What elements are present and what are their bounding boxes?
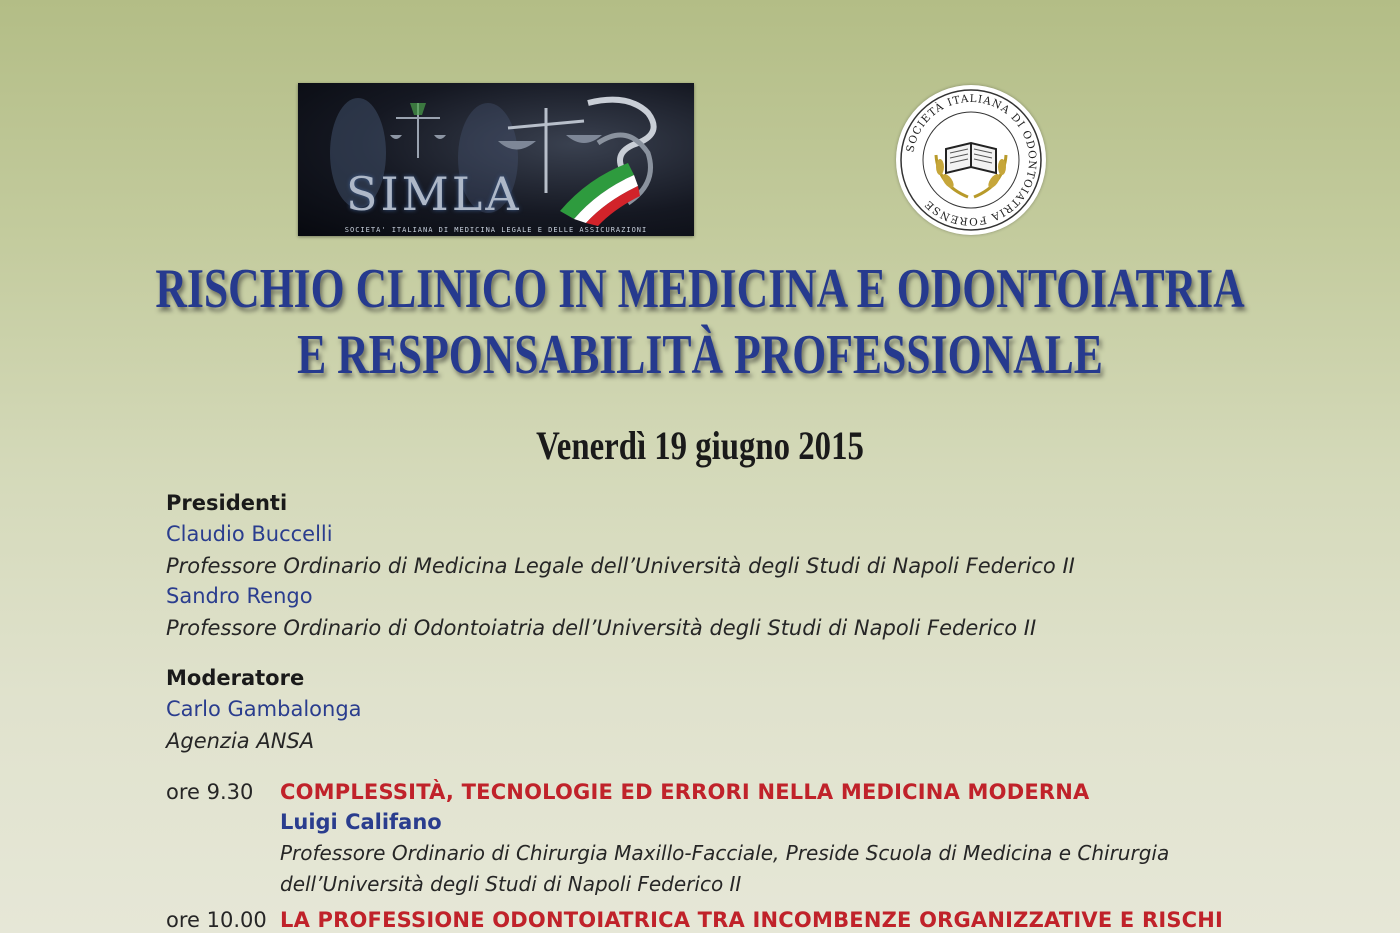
program-talk-title-1: COMPLESSITÀ, TECNOLOGIE ED ERRORI NELLA MEDICINA MODERNA [280, 780, 1090, 804]
simla-wordmark: SIMLA [346, 167, 522, 221]
simla-tagline: SOCIETA' ITALIANA DI MEDICINA LEGALE E DELLE ASSICURAZIONI [344, 226, 648, 234]
moderator-affiliation: Agenzia ANSA [166, 729, 315, 753]
presidents-label: Presidenti [166, 491, 288, 515]
program-time-1: ore 9.30 [166, 780, 254, 804]
sifo-ring-text: SOCIETÀ ITALIANA DI ODONTOIATRIA FORENSE [904, 92, 1039, 228]
program-talk-title-2: LA PROFESSIONE ODONTOIATRICA TRA INCOMBENZE ORGANIZZATIVE E RISCHI [280, 908, 1224, 932]
program-speaker-affiliation-1b: dell’Università degli Studi di Napoli Federico II [280, 872, 742, 896]
program-time-2: ore 10.00 [166, 908, 267, 932]
open-book-laurel-icon [896, 85, 1046, 235]
moderator-label: Moderatore [166, 666, 305, 690]
sifo-logo [896, 85, 1046, 235]
simla-logo [298, 83, 694, 236]
president-affiliation-1: Professore Ordinario di Medicina Legale dell’Università degli Studi di Napoli Federico II [166, 554, 1075, 578]
event-title-line-1: RISCHIO CLINICO IN MEDICINA E ODONTOIATRIA [155, 258, 1245, 320]
president-name-1: Claudio Buccelli [166, 522, 333, 546]
program-speaker-affiliation-1a: Professore Ordinario di Chirurgia Maxillo-Facciale, Preside Scuola di Medicina e Chirurgia [280, 841, 1170, 865]
event-title [154, 256, 1246, 388]
moderator-name: Carlo Gambalonga [166, 697, 362, 721]
event-title-line-2: E RESPONSABILITÀ PROFESSIONALE [297, 324, 1103, 386]
president-name-2: Sandro Rengo [166, 584, 313, 608]
event-date: Venerdì 19 giugno 2015 [536, 423, 864, 468]
program-speaker-1: Luigi Califano [280, 810, 442, 834]
president-affiliation-2: Professore Ordinario di Odontoiatria dell’Università degli Studi di Napoli Federico II [166, 616, 1037, 640]
